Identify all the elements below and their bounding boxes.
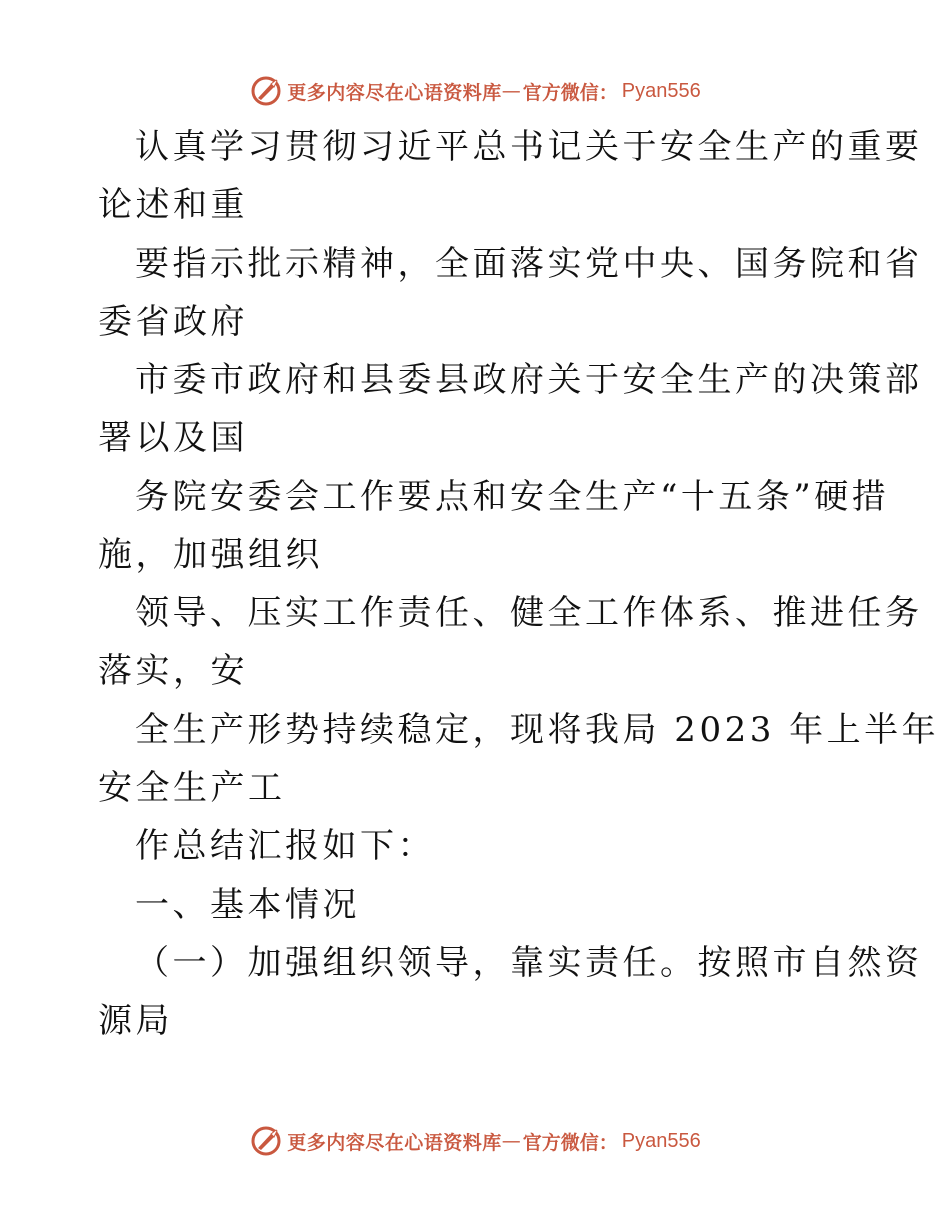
text-line: 论述和重	[98, 185, 248, 225]
text-line: 施，加强组织	[98, 535, 323, 575]
text-line: 要指示批示精神，全面落实党中央、国务院和省	[135, 244, 923, 284]
text-line: 作总结汇报如下：	[135, 826, 435, 866]
text-line: 落实，安	[98, 651, 248, 691]
quill-logo-icon	[249, 1124, 283, 1158]
text-line: （一）加强组织领导，靠实责任。按照市自然资	[135, 943, 923, 983]
text-line: 署以及国	[98, 418, 248, 458]
text-line: 委省政府	[98, 302, 248, 342]
quill-logo-icon	[249, 74, 283, 108]
banner-wechat-id: Pyan556	[621, 1129, 701, 1152]
banner-site-text: 更多内容尽在心语资料库	[287, 1131, 502, 1154]
footer-watermark-banner	[0, 1121, 950, 1161]
banner-dash: —	[501, 1130, 521, 1152]
text-line: 务院安委会工作要点和安全生产“十五条”硬措	[135, 477, 890, 517]
header-watermark-banner	[0, 71, 950, 111]
banner-dash: —	[501, 80, 521, 102]
banner-wechat-label: 官方微信：	[522, 81, 618, 104]
text-line: 全生产形势持续稳定，现将我局 2023 年上半年	[135, 710, 940, 750]
text-line: 市委市政府和县委县政府关于安全生产的决策部	[135, 360, 923, 400]
section-heading: 一、基本情况	[135, 885, 360, 925]
text-line: 领导、压实工作责任、健全工作体系、推进任务	[135, 593, 923, 633]
text-line: 认真学习贯彻习近平总书记关于安全生产的重要	[135, 127, 923, 167]
text-line: 源局	[98, 1001, 173, 1041]
banner-wechat-id: Pyan556	[621, 79, 701, 102]
banner-site-text: 更多内容尽在心语资料库	[287, 81, 502, 104]
text-line: 安全生产工	[98, 768, 286, 808]
banner-wechat-label: 官方微信：	[522, 1131, 618, 1154]
